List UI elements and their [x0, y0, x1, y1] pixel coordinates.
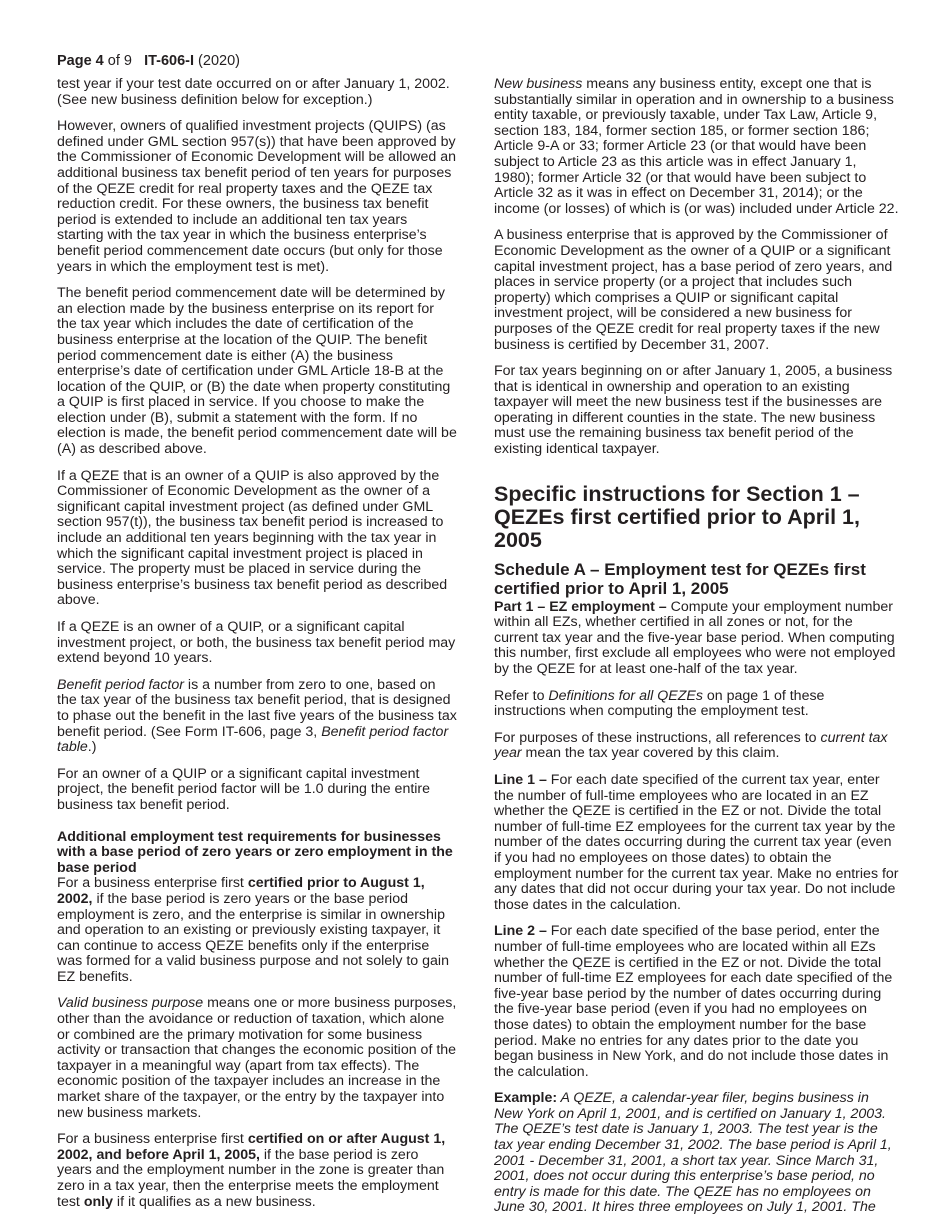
reference: Benefit period factor table — [57, 723, 449, 756]
example-paragraph: Example: A QEZE, a calendar-year filer, begins business in New York on April 1, 2001, and is certified on January 1, 2003. The QEZE’s test date is January 1, 2003. The test year is the tax year ending December 31, 2002. The base period is April 1, 2001 - December 31, 2001, a short tax year. Since March 31, 2001, does not occur during this enterprise’s base period, no entry is made for this date. The QEZE has no employees on June 30, 2001. It hires three employees on July 1, 2001. The — [494, 1090, 892, 1216]
paragraph: For an owner of a QUIP or a significant capital investment project, the benefit period factor will be 1.0 during the entire business tax benefit period. — [57, 765, 431, 813]
paragraph: For purposes of these instructions, all references to current tax year mean the tax year covered by this claim. — [494, 729, 888, 762]
paragraph: Part 1 – EZ employment – Compute your employment number within all EZs, whether certified in all zones or not, for the current tax year and the five-year base period. When computing this number, first exclude all employees who were not employed by the QEZE for at least one-half of the tax year. — [494, 598, 896, 678]
term: New business — [494, 76, 583, 92]
paragraph: Benefit period factor is a number from zero to one, based on the tax year of the business tax benefit period, that is designed to phase out the benefit in the last five years of the business tax benefit period. (See Form IT-606, page 3, Benefit period factor table.) — [57, 676, 457, 756]
paragraph: For a business enterprise first certified on or after August 1, 2002, and before April 1, 2005, if the base period is zero years and the employment number in the zone is greater than zero in a tax year, then the enterprise meets the employment test only if it qualifies as a new business. — [57, 1131, 446, 1210]
paragraph: test year if your test date occurred on or after January 1, 2002. (See new business definition below for exception.) — [57, 76, 450, 108]
page-number: Page 4 — [57, 53, 104, 69]
paragraph: New business means any business entity, except one that is substantially similar in operation and in ownership to a business entity taxable, or previously taxable, under Tax Law, Article 9, section 183, 184, former section 185, or former section 186; Article 9-A or 33; former Article 23 (or that would have been subject to Article 23 as this article was in effect January 1, 1980); former Article 32 (or that would have been subject to Article 32 as it was in effect on December 31, 2014); or the income (or losses) of which is (or was) included under Article 22. — [494, 76, 899, 217]
paragraph: Line 1 – For each date specified of the current tax year, enter the number of full-time employees who are located in an EZ whether the QEZE is certified in the EZ or not. Divide the total number of full-time EZ employees for the current tax year by the number of the dates occurring during the current tax year (even if you had no employees on those dates) to obtain the employment number for the current tax year. Make no entries for any dates that did not occur during your tax year. Do not include those dates in the calculation. — [494, 772, 899, 913]
paragraph: The benefit period commencement date will be determined by an election made by the business enterprise on its report for the tax year which includes the date of certification of the business enterprise at the location of the QUIP. The benefit period commencement date is either (A) the business enterprise’s date of certification under GML Article 18-B at the location of the QUIP, or (B) the date when property constituting a QUIP is first placed in service. If you choose to make the election under (B), submit a statement with the form. If no election is made, the benefit period commencement date will be (A) as described above. — [57, 285, 457, 458]
reference: Definitions for all QEZEs — [548, 687, 703, 704]
section-heading: Specific instructions for Section 1 – QEZEs first certified prior to April 1, 2005 — [494, 481, 860, 552]
line-label: Line 1 – — [494, 772, 547, 788]
paragraph: Refer to Definitions for all QEZEs on page 1 of these instructions when computing the employment test. — [494, 687, 825, 720]
paragraph: For a business enterprise first certified prior to August 1, 2002, if the base period is zero years or the base period employment is zero, and the enterprise is similar in ownership and operation to an existing or previously existing taxpayer, it can continue to access QEZE benefits only if the enterprise was formed for a valid business purpose and not solely to gain EZ benefits. — [57, 875, 449, 985]
section-subheading: Additional employment test requirements for businesses with a base period of zero years or zero employment in the base period — [57, 828, 453, 876]
term: Benefit period factor — [57, 676, 184, 693]
term: current tax year — [494, 729, 888, 762]
paragraph: Line 2 – For each date specified of the base period, enter the number of full-time employees who are located within all EZs whether the QEZE is certified in the EZ or not. Divide the total number of full-time EZ employees for each date specified of the five-year base period by the number of dates occurring during the five-year base period (even if you had no employees on those dates) to obtain the employment number for the base period. Make no entries for any dates prior to the date you began business in New York, and do not include those dates in the calculation. — [494, 923, 893, 1080]
paragraph: Valid business purpose means one or more business purposes, other than the avoidance or reduction of taxation, which alone or combined are the primary motivation for some business activity or transaction that changes the economic position of the taxpayer in a meaningful way (apart from tax effects). The economic position of the taxpayer includes an increase in the market share of the taxpayer, or the entry by the taxpayer into new business markets. — [57, 995, 457, 1121]
page-header — [57, 53, 240, 70]
paragraph: For tax years beginning on or after January 1, 2005, a business that is identical in ownership and operation to an existing taxpayer will meet the new business test if the businesses are operating in different counties in the state. The new business must use the remaining business tax benefit period of the existing identical taxpayer. — [494, 363, 893, 458]
example-label: Example: — [494, 1090, 558, 1107]
term: Valid business purpose — [57, 995, 204, 1012]
paragraph: If a QEZE is an owner of a QUIP, or a significant capital investment project, or both, the business tax benefit period may extend beyond 10 years. — [57, 619, 456, 667]
paragraph: However, owners of qualified investment projects (QUIPS) (as defined under GML section 957(s)) that have been approved by the Commissioner of Economic Development will be allowed an additional business tax benefit period of ten years for purposes of the QEZE credit for real property taxes and the QEZE tax reduction credit. For these owners, the business tax benefit period is extended to include an additional ten tax years starting with the tax year in which the business enterprise’s benefit period commencement date occurs (but only for those years in which the employment test is met). — [57, 118, 457, 275]
paragraph: If a QEZE that is an owner of a QUIP is also approved by the Commissioner of Economic Development as the owner of a significant capital investment project (as defined under GML section 957(t)), the business tax benefit period is increased to include an additional ten years beginning with the tax year in which the significant capital investment project is placed in service. The property must be placed in service during the business enterprise’s business tax benefit period as described above. — [57, 467, 448, 609]
page-total: of 9 — [103, 53, 132, 69]
part-label: Part 1 – EZ employment – — [494, 598, 667, 615]
form-year: (2020) — [194, 53, 240, 69]
line-label: Line 2 – — [494, 923, 547, 940]
left-column — [57, 77, 457, 1221]
schedule-heading: Schedule A – Employment test for QEZEs first certified prior to April 1, 2005 — [494, 559, 866, 598]
right-column — [494, 77, 899, 1227]
form-id: IT-606-I — [144, 53, 195, 69]
paragraph: A business enterprise that is approved by the Commissioner of Economic Development as the owner of a QUIP or a significant capital investment project, has a base period of zero years, and places in service property (or a project that includes such property) which comprises a QUIP or significant capital investment project, will be considered a new business for purposes of the QEZE credit for real property taxes if the new business is certified by December 31, 2007. — [494, 227, 893, 353]
